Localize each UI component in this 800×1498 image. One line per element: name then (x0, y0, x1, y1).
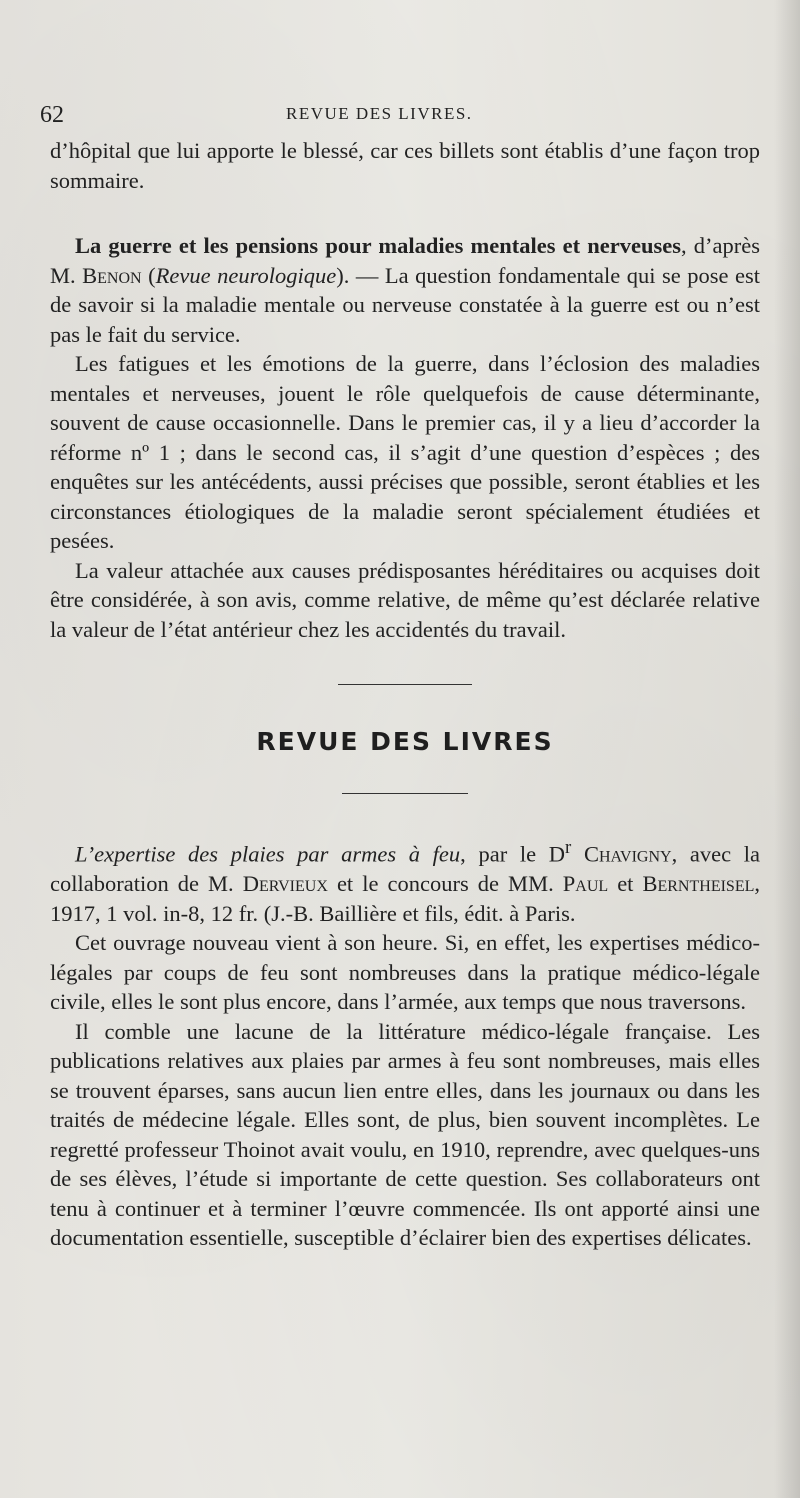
review-paragraph: Il comble une lacune de la littérature médico-légale française. Les publications relatives aux plaies par armes à feu sont nombreuses, mais elles se trouvent éparses, sans aucun lien entre elles, dans les journaux ou dans les traités de médecine légale. Elles sont, de plus, bien souvent incomplètes. Le regretté professeur Thoinot avait voulu, en 1910, reprendre, avec quelques-uns de ses élèves, l’étude si importante de cette question. Ses collaborateurs ont tenu à continuer et à terminer l’œuvre commencée. Ils ont apporté ainsi une documentation essentielle, susceptible d’éclairer bien des expertises délicates. (50, 1018, 760, 1250)
continuation-paragraph: d’hôpital que lui apporte le blessé, car ces billets sont établis d’une façon trop sommaire. (50, 138, 760, 193)
review-book-title: L’expertise des plaies par armes à feu (75, 841, 461, 867)
section-title: REVUE DES LIVRES (256, 727, 554, 756)
review-by-prefix: , par le D (460, 841, 566, 867)
article-title: La guerre et les pensions pour maladies mentales et nerveuses (75, 233, 681, 258)
article-source-open: ( (148, 262, 156, 288)
article-lead-paragraph (50, 231, 760, 349)
article-paragraph: La valeur attachée aux causes prédisposantes héréditaires ou acquises doit être considérée, à son avis, comme relative, de même qu’est déclarée relative la valeur de l’état antérieur chez les accidentés du travail. (50, 557, 760, 642)
review-paragraph: Cet ouvrage nouveau vient à son heure. Si, en effet, les expertises médico-légales par coups de feu sont nombreuses dans la pratique médico-légale civile, elles le sont plus encore, dans l’armée, aux temps que nous traversons. (50, 930, 760, 1014)
review-concours-1: Paul (562, 871, 609, 896)
review-and-word: et (608, 871, 643, 896)
article-paragraph: Les fatigues et les émotions de la guerre, dans l’éclosion des maladies mentales et nerveuses, jouent le rôle quelquefois de cause déterminante, souvent de cause occasionnelle. Dans le premier cas, il y a lieu d’accorder la réforme nº 1 ; dans le second cas, il s’agit d’une question d’espèces ; des enquêtes sur les antécédents, aussi précises que possible, seront établies et les circonstances étiologiques de la maladie seront spécialement étudiées et pesées. (50, 351, 760, 553)
article-source: Revue neurologique (155, 262, 337, 288)
review-concours-2: Berntheisel (642, 871, 755, 896)
book-review (50, 833, 760, 1253)
review-concours-prefix: et le concours de MM. (327, 871, 554, 896)
separator-rule (342, 793, 468, 794)
review-pub-details: , 1917, 1 vol. in-8, 12 fr. (J.-B. Baillière et fils, édit. à Paris. (50, 871, 760, 926)
review-citation (50, 833, 760, 928)
page-number: 62 (40, 102, 64, 128)
separator-rule (338, 684, 472, 685)
review-collaborator: Dervieux (242, 871, 328, 896)
review-collab-prefix: , avec la collaboration de M. (50, 841, 761, 896)
article-author: Benon (82, 262, 142, 288)
article-byline-prefix: , d’après M. (50, 233, 760, 288)
running-head (40, 96, 760, 136)
spacer (50, 195, 760, 231)
review-author: Chavigny (583, 841, 672, 867)
running-title: REVUE DES LIVRES. (286, 104, 473, 123)
review-dr-superscript: r (565, 837, 572, 858)
article-source-close: ). (336, 262, 350, 288)
article-lead-text: — La question fondamentale qui se pose est de savoir si la maladie mentale ou nerveuse constatée à la guerre est ou n’est pas le fait du service. (50, 262, 761, 347)
